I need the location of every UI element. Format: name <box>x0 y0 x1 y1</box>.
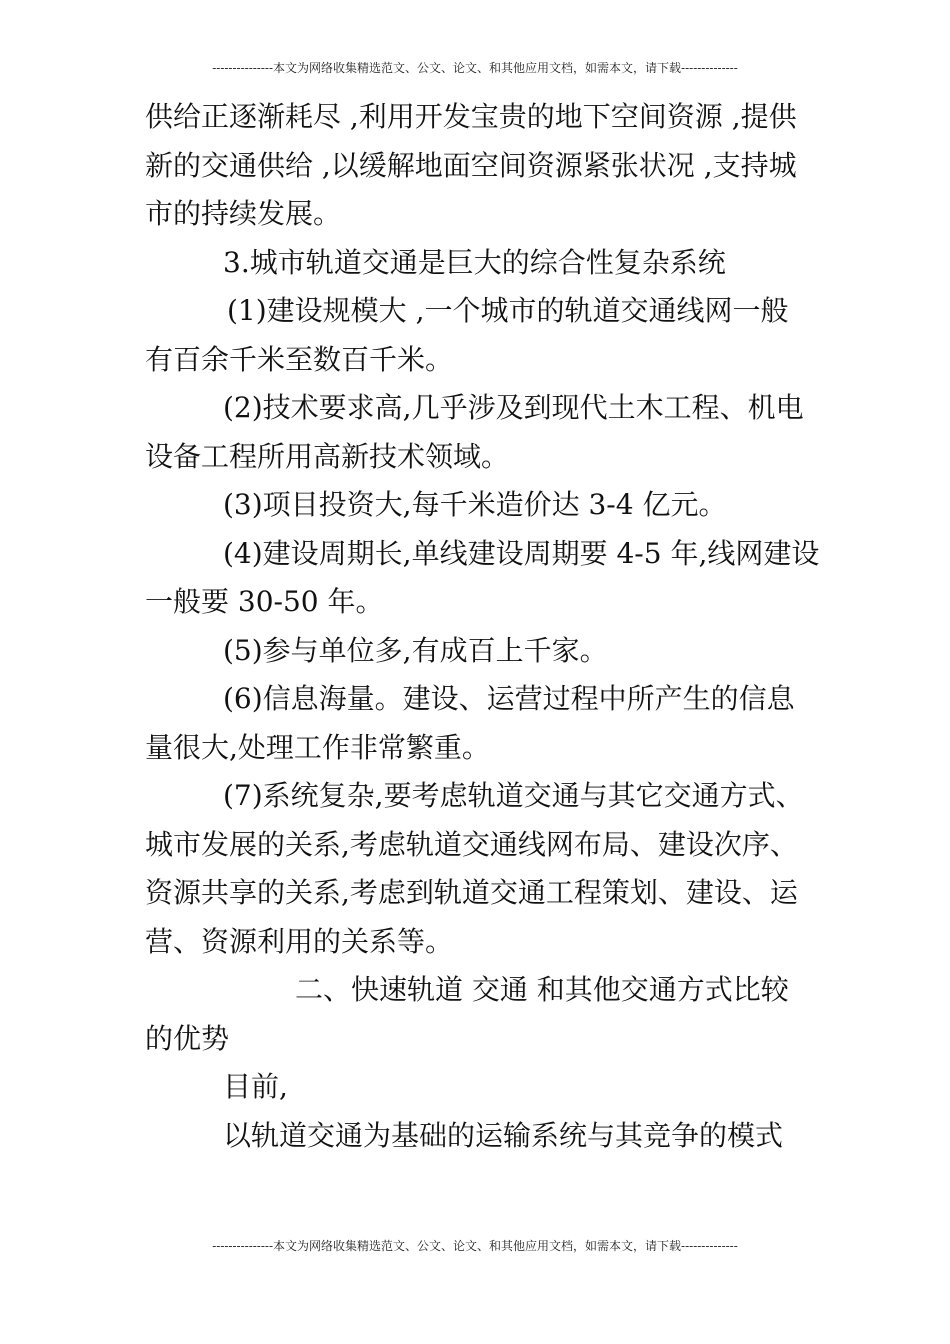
list-item-line: (6)信息海量。建设、运营过程中所产生的信息 <box>223 682 795 715</box>
paragraph-line: 供给正逐渐耗尽 ,利用开发宝贵的地下空间资源 ,提供 <box>145 100 797 133</box>
list-item-line: (4)建设周期长,单线建设周期要 4-5 年,线网建设 <box>223 536 820 570</box>
page-footer: ---------------本文为网络收集精选范文、公文、论文、和其他应用文档，如需本文，请下载-------------- <box>212 1239 738 1253</box>
list-item-line: 资源共享的关系,考虑到轨道交通工程策划、建设、运 <box>145 876 798 909</box>
list-item-line: 量很大,处理工作非常繁重。 <box>145 730 490 764</box>
list-item-line: (1)建设规模大 ,一个城市的轨道交通线网一般 <box>227 294 789 327</box>
paragraph-line: 新的交通供给 ,以缓解地面空间资源紧张状况 ,支持城 <box>145 148 797 182</box>
list-item-line: (5)参与单位多,有成百上千家。 <box>223 633 608 667</box>
paragraph-line: 市的持续发展。 <box>145 197 342 230</box>
list-item-line: 一般要 30-50 年。 <box>145 585 384 618</box>
page-header: ---------------本文为网络收集精选范文、公文、论文、和其他应用文档，如需本文，请下载-------------- <box>212 61 738 75</box>
list-item-line: 有百余千米至数百千米。 <box>145 342 454 376</box>
section-heading-2: 二、快速轨道 交通 和其他交通方式比较 <box>295 973 789 1006</box>
paragraph-line: 目前, <box>223 1070 288 1103</box>
list-item-line: (3)项目投资大,每千米造价达 3-4 亿元。 <box>223 488 727 521</box>
list-item-line: 营、资源利用的关系等。 <box>145 924 454 958</box>
list-item-line: (7)系统复杂,要考虑轨道交通与其它交通方式、 <box>223 779 804 812</box>
section-heading-2-cont: 的优势 <box>145 1021 230 1055</box>
section-heading: 3.城市轨道交通是巨大的综合性复杂系统 <box>223 245 726 279</box>
list-item-line: 设备工程所用高新技术领域。 <box>145 439 510 473</box>
list-item-line: 城市发展的关系,考虑轨道交通线网布局、建设次序、 <box>145 827 798 861</box>
paragraph-line: 以轨道交通为基础的运输系统与其竞争的模式 <box>223 1118 784 1152</box>
list-item-line: (2)技术要求高,几乎涉及到现代土木工程、机电 <box>223 391 804 424</box>
document-body <box>145 93 820 1160</box>
